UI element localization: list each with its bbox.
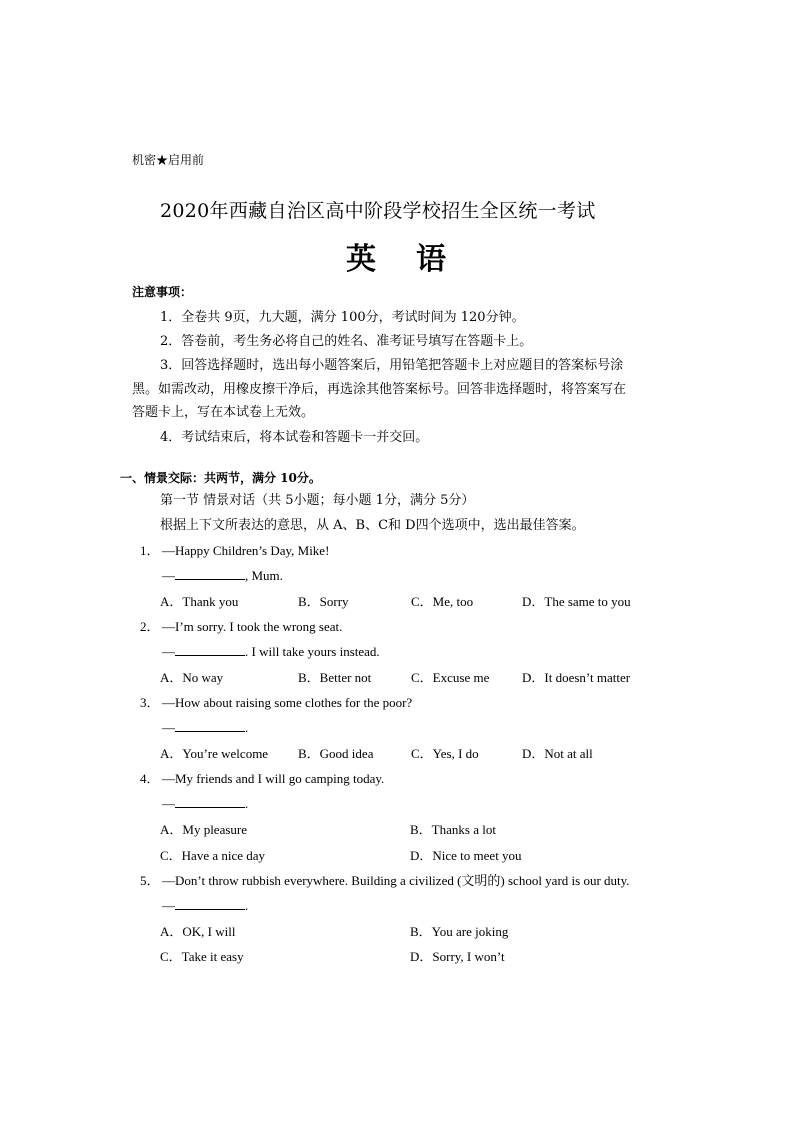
reply-dash: — <box>162 568 175 583</box>
option-c: C．Take it easy <box>160 949 244 964</box>
option-a: A．You’re welcome <box>160 746 269 761</box>
notice-item-4: 4．考试结束后，将本试卷和答题卡一并交回。 <box>160 430 429 445</box>
option-c: C．Me, too <box>411 594 474 609</box>
option-d: D．It doesn’t matter <box>522 670 631 685</box>
notice-item-2: 2．答卷前，考生务必将自己的姓名、准考证号填写在答题卡上。 <box>160 334 533 349</box>
option-c: C．Have a nice day <box>160 848 266 863</box>
option-c: C．Yes, I do <box>411 746 479 761</box>
question-number: 3． <box>140 695 160 710</box>
reply-text: . <box>245 796 249 811</box>
reply-dash: — <box>162 720 175 735</box>
option-b: B．Better not <box>298 670 372 685</box>
subject-title: 英语 <box>346 242 486 277</box>
option-a: A．OK, I will <box>160 924 236 939</box>
question-prompt: —Don’t throw rubbish everywhere. Building a civilized (文明的) school yard is our duty. <box>162 873 630 888</box>
notice-item-3-line-3: 答题卡上，写在本试卷上无效。 <box>132 405 315 420</box>
question-reply <box>162 644 380 660</box>
notice-item-3-line-1: 3．回答选择题时，选出每小题答案后，用铅笔把答题卡上对应题目的答案标号涂 <box>160 358 624 373</box>
question-reply <box>162 898 248 914</box>
answer-blank <box>175 898 245 910</box>
reply-dash: — <box>162 644 175 659</box>
option-d: D．Not at all <box>522 746 593 761</box>
question-number: 1． <box>140 543 160 558</box>
option-b: B．Sorry <box>298 594 349 609</box>
section-title: 一、情景交际：共两节，满分 10分。 <box>120 471 321 485</box>
question-reply <box>162 720 248 736</box>
reply-dash: — <box>162 796 175 811</box>
question-number: 5． <box>140 873 160 888</box>
question-prompt: —How about raising some clothes for the poor? <box>162 695 413 710</box>
question-number: 2． <box>140 619 160 634</box>
option-b: B．Thanks a lot <box>410 822 496 837</box>
question-prompt: —I’m sorry. I took the wrong seat. <box>162 619 343 634</box>
option-a: A．No way <box>160 670 224 685</box>
question-reply <box>162 568 283 584</box>
option-a: A．Thank you <box>160 594 239 609</box>
reply-dash: — <box>162 898 175 913</box>
answer-blank <box>175 568 245 580</box>
option-d: D．The same to you <box>522 594 631 609</box>
answer-blank <box>175 796 245 808</box>
answer-blank <box>175 720 245 732</box>
notice-item-3-line-2: 黑。如需改动，用橡皮擦干净后，再选涂其他答案标号。回答非选择题时，将答案写在 <box>132 382 627 397</box>
section-instruction: 根据上下文所表达的意思，从 A、B、C和 D四个选项中，选出最佳答案。 <box>160 518 585 533</box>
option-d: D．Sorry, I won’t <box>410 949 505 964</box>
answer-blank <box>175 644 245 656</box>
confidential-label: 机密★启用前 <box>132 153 205 167</box>
question-reply <box>162 796 248 812</box>
question-number: 4． <box>140 771 160 786</box>
notice-heading: 注意事项： <box>132 285 193 299</box>
reply-text: , Mum. <box>245 568 283 583</box>
reply-text: . I will take yours instead. <box>245 644 380 659</box>
option-c: C．Excuse me <box>411 670 490 685</box>
reply-text: . <box>245 898 249 913</box>
option-b: B．Good idea <box>298 746 374 761</box>
exam-title: 2020年西藏自治区高中阶段学校招生全区统一考试 <box>160 200 596 222</box>
option-a: A．My pleasure <box>160 822 248 837</box>
notice-item-1: 1．全卷共 9页，九大题，满分 100分，考试时间为 120分钟。 <box>160 310 525 325</box>
option-b: B．You are joking <box>410 924 509 939</box>
question-prompt: —My friends and I will go camping today. <box>162 771 385 786</box>
reply-text: . <box>245 720 249 735</box>
part-title: 第一节 情景对话（共 5小题；每小题 1分，满分 5分） <box>160 493 475 508</box>
question-prompt: —Happy Children’s Day, Mike! <box>162 543 330 558</box>
option-d: D．Nice to meet you <box>410 848 522 863</box>
